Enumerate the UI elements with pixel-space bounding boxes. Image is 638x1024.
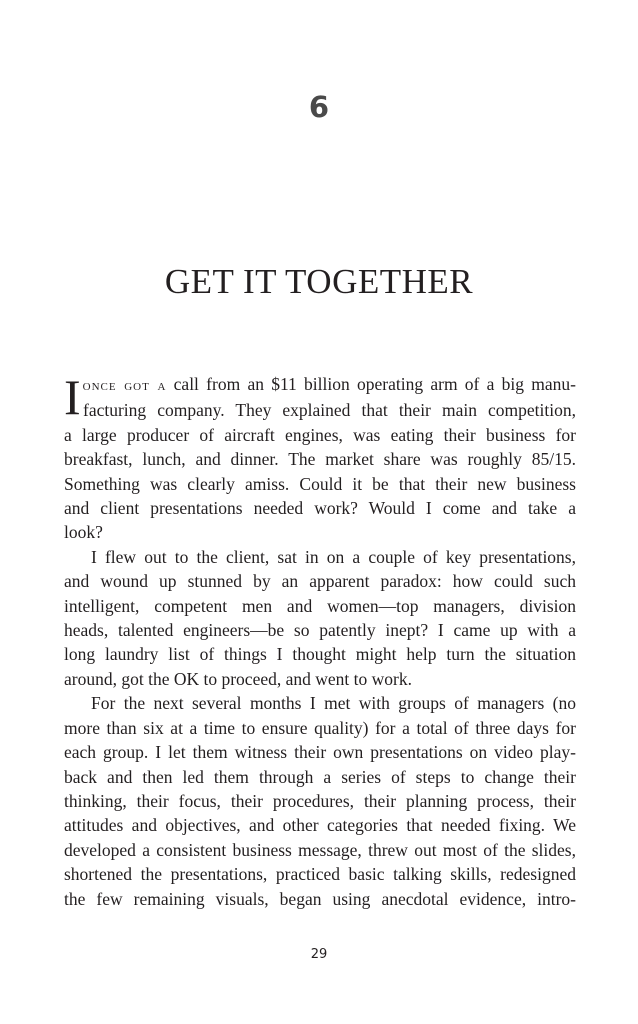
text-line: shortened the presentations, practiced basic talking skills, redesigned xyxy=(64,864,576,885)
chapter-title: GET IT TOGETHER xyxy=(164,262,474,301)
text-line: facturing company. They explained that their main competition, xyxy=(83,400,576,421)
text-line xyxy=(64,372,576,398)
page-number: 29 xyxy=(310,947,328,962)
chapter-number: 6 xyxy=(308,90,330,124)
text-line: around, got the OK to proceed, and went to work. xyxy=(64,668,412,689)
text-line: back and then led them through a series of steps to change their xyxy=(64,766,576,787)
text-line: thinking, their focus, their procedures, their planning process, their xyxy=(64,790,576,811)
text-line: developed a consistent business message, threw out most of the slides, xyxy=(64,839,576,860)
text-line: the few remaining visuals, began using anecdotal evidence, intro- xyxy=(64,888,576,909)
text-line: intelligent, competent men and women—top managers, division xyxy=(64,595,576,616)
text-line: breakfast, lunch, and dinner. The market share was roughly 85/15. xyxy=(64,449,576,470)
paragraph xyxy=(64,691,576,911)
text-line: each group. I let them witness their own presentations on video play- xyxy=(64,742,576,763)
text-line: heads, talented engineers—be so patently inept? I came up with a xyxy=(64,620,576,641)
text-line: Something was clearly amiss. Could it be that their new business xyxy=(64,473,576,494)
text-line: look? xyxy=(64,522,103,543)
text-line: attitudes and objectives, and other categories that needed fixing. We xyxy=(64,815,576,836)
drop-cap: I xyxy=(64,369,81,425)
text-line: more than six at a time to ensure quality) for a total of three days for xyxy=(64,717,576,738)
text-line: I flew out to the client, sat in on a couple of key presentations, xyxy=(91,546,576,567)
first-line-text: call from an $11 billion operating arm of a big manu- xyxy=(166,374,576,394)
small-caps-lead: once got a xyxy=(82,378,167,394)
paragraph xyxy=(64,369,576,545)
text-line: For the next several months I met with groups of managers (no xyxy=(91,693,576,714)
text-line: long laundry list of things I thought might help turn the situation xyxy=(64,644,576,665)
paragraph xyxy=(64,545,576,691)
text-line: and wound up stunned by an apparent paradox: how could such xyxy=(64,571,576,592)
text-line: and client presentations needed work? Would I come and take a xyxy=(64,498,576,519)
chapter-body xyxy=(64,369,576,911)
text-line: a large producer of aircraft engines, was eating their business for xyxy=(64,424,576,445)
